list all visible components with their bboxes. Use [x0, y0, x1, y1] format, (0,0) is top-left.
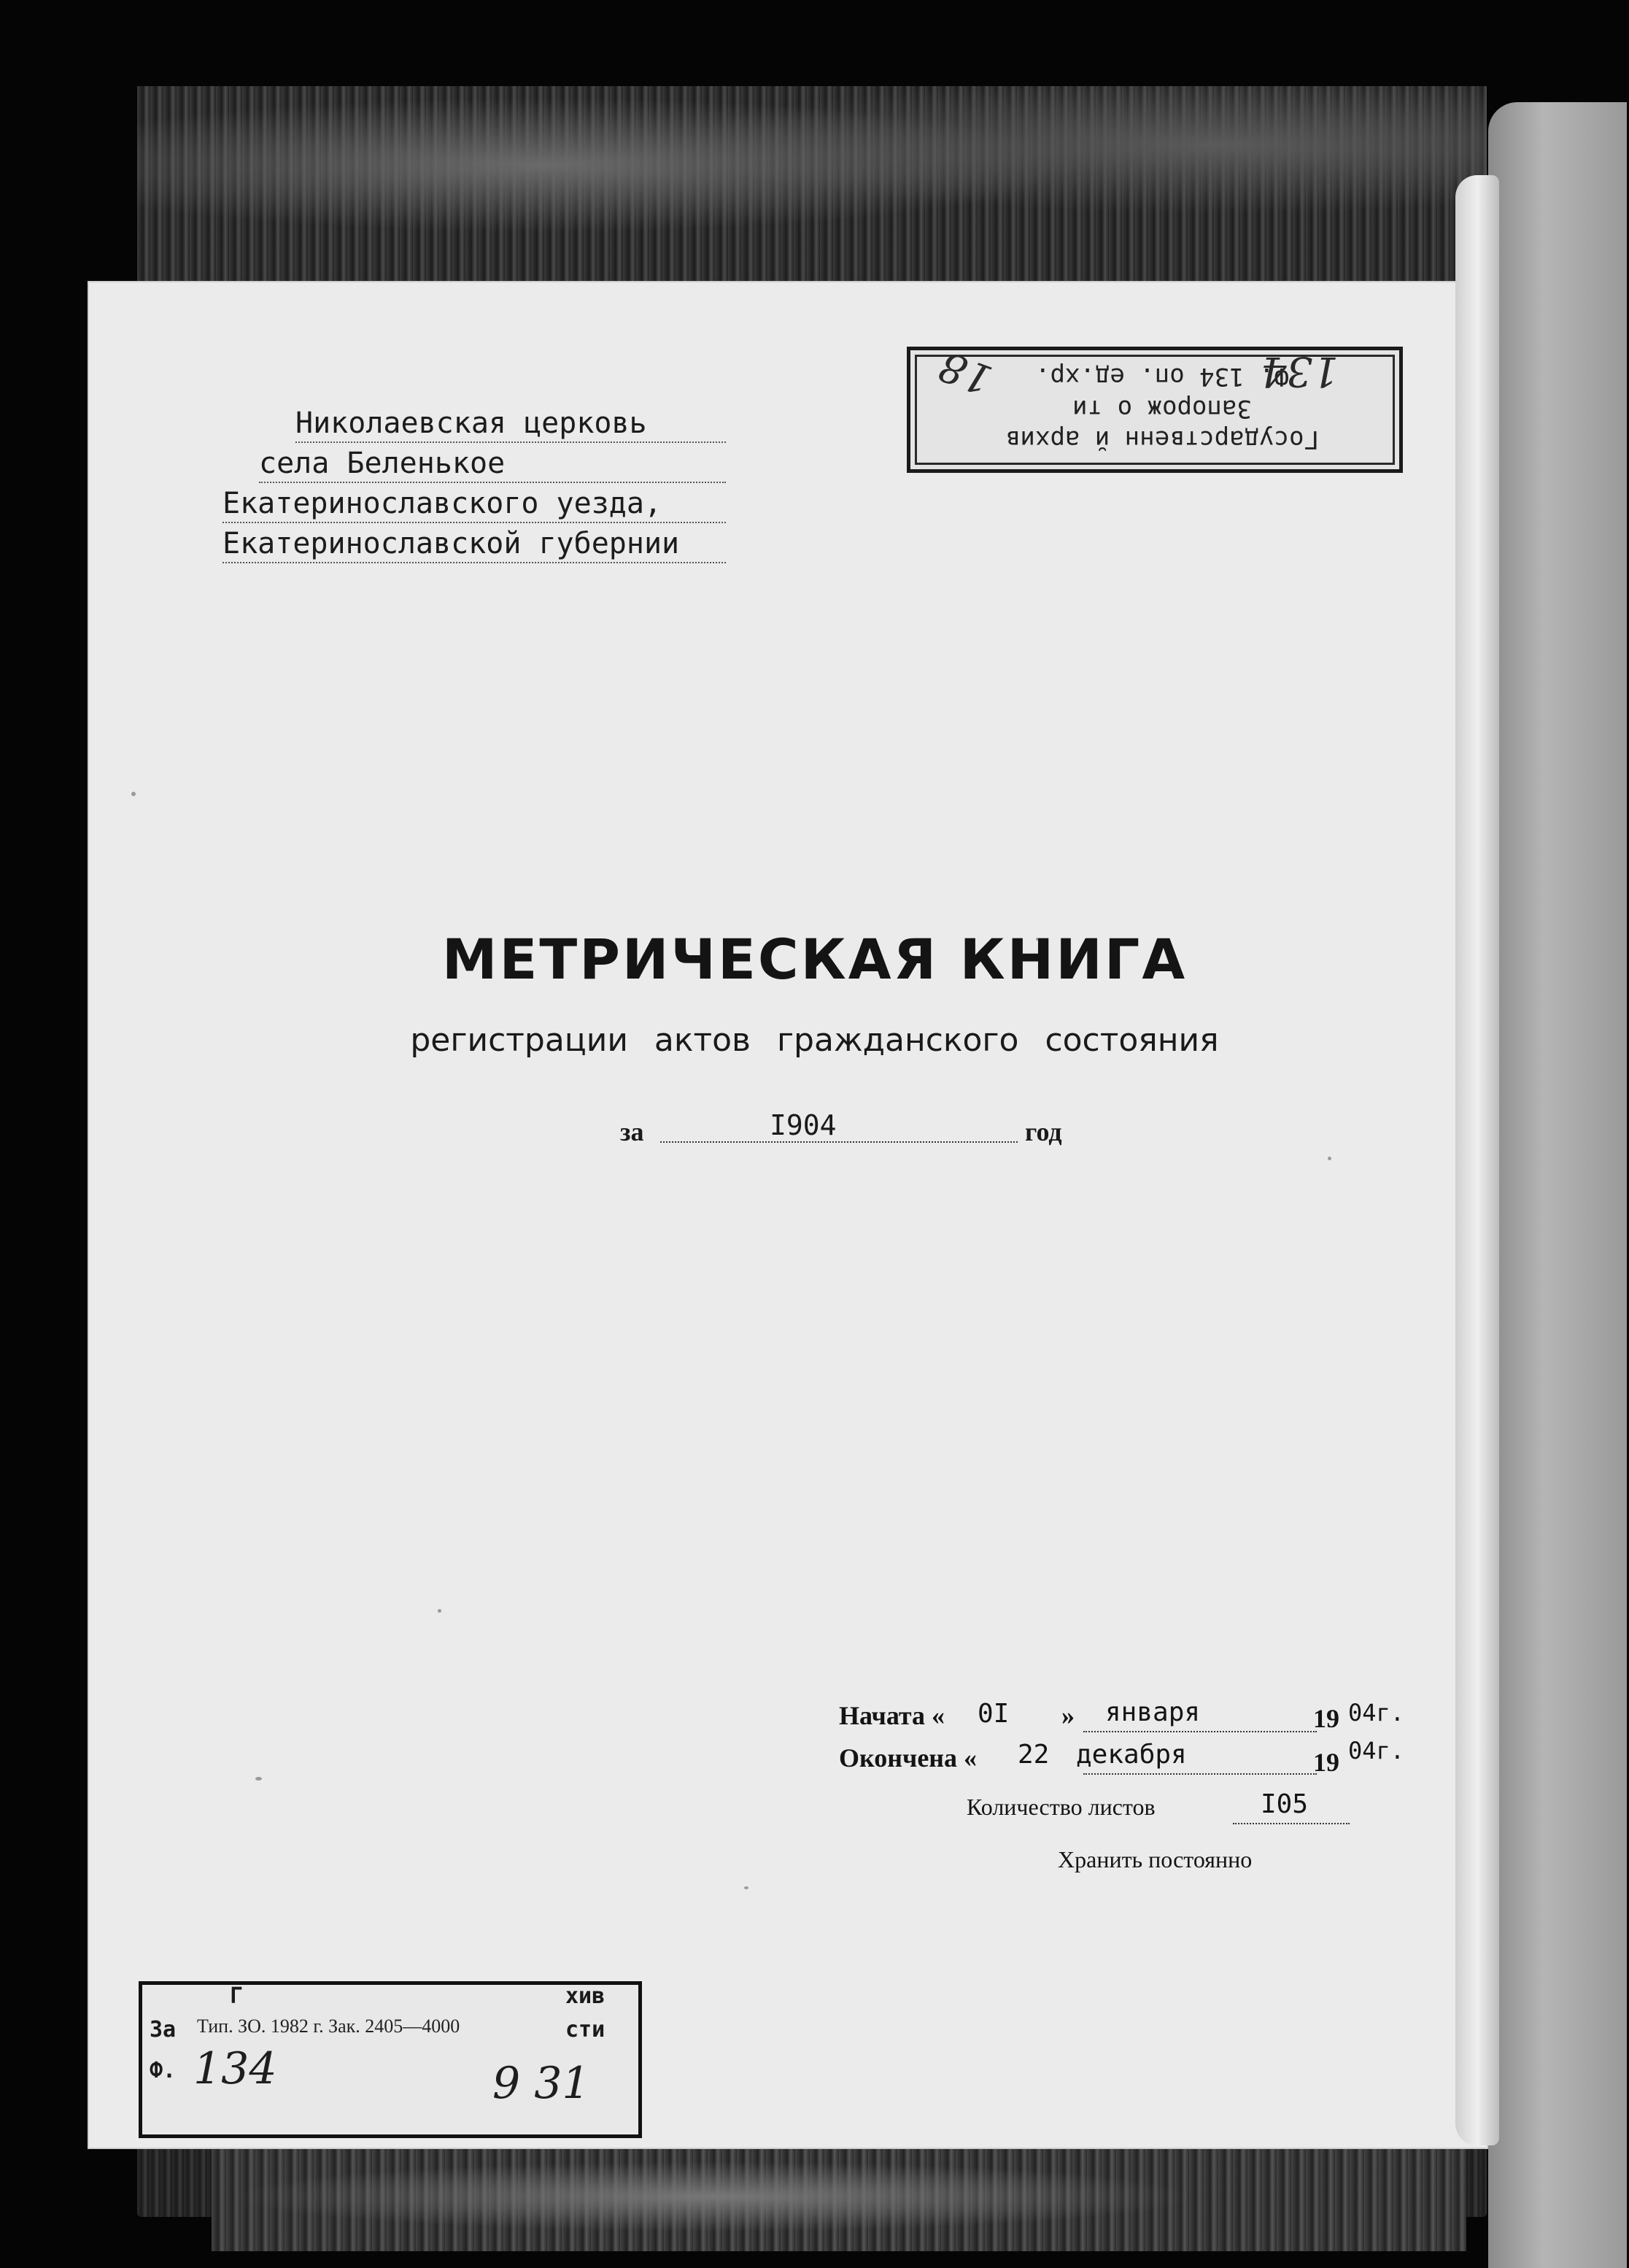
year-underline	[660, 1141, 1018, 1143]
binder-spine	[1488, 102, 1627, 2268]
retention-label: Хранить постоянно	[1058, 1846, 1253, 1872]
year-value: I904	[770, 1109, 837, 1141]
ended-day: 22	[1018, 1740, 1050, 1770]
parish-name: Николаевская церковь	[295, 405, 726, 443]
started-year-suffix: 04г.	[1348, 1699, 1405, 1727]
started-day: 0I	[978, 1699, 1010, 1729]
archive-stamp-opis: 18	[933, 341, 999, 404]
archive-stamp-line2: Запорож о ти	[1072, 394, 1252, 423]
binder-top-edge	[137, 86, 1487, 283]
archive-stamp-line3: Ф. 134 оп. ед.хр.	[1035, 362, 1289, 391]
started-close: »	[1061, 1701, 1075, 1730]
ended-month-underline	[1083, 1773, 1317, 1775]
started-month: января	[1105, 1697, 1201, 1727]
ended-label: Окончена «	[839, 1743, 978, 1773]
started-label: Начата «	[839, 1701, 945, 1730]
year-suffix: год	[1025, 1117, 1062, 1146]
archive-stamp-fond: 134	[1261, 347, 1339, 395]
printer-imprint: Тип. ЗО. 1982 г. Зак. 2405—4000	[197, 2016, 460, 2037]
parish-village: села Беленькое	[259, 445, 726, 483]
started-month-underline	[1083, 1731, 1317, 1732]
year-row	[620, 1109, 1094, 1153]
stamp-bottom-opis: 9 31	[492, 2058, 590, 2109]
archive-stamp-line1: Государственн й архив	[1005, 425, 1319, 454]
parish-province: Екатеринославской губернии	[223, 525, 726, 563]
stamp-bottom-frag2: хив	[565, 1983, 605, 2009]
document-title: МЕТРИЧЕСКАЯ КНИГА	[441, 927, 1188, 992]
stamp-bottom-frag3: За	[150, 2017, 177, 2043]
ended-year-suffix: 04г.	[1348, 1737, 1405, 1764]
sheets-underline	[1233, 1823, 1350, 1824]
archive-stamp-top	[907, 341, 1403, 473]
ended-month: декабря	[1076, 1740, 1187, 1770]
page-bent-edge	[1455, 175, 1499, 2145]
binder-bottom-edge	[212, 2142, 1466, 2251]
sheets-value: I05	[1261, 1789, 1309, 1819]
stamp-bottom-frag4: сти	[565, 2017, 605, 2043]
started-year-prefix: 19	[1313, 1704, 1339, 1733]
document-subtitle: регистрации актов гражданского состояния	[410, 1022, 1219, 1059]
sheets-label: Количество листов	[967, 1794, 1156, 1820]
stamp-bottom-fond: 134	[193, 2043, 277, 2094]
ended-year-prefix: 19	[1313, 1748, 1339, 1777]
stamp-bottom-frag1: Г	[230, 1983, 244, 2009]
year-prefix: за	[620, 1117, 644, 1146]
archive-stamp-bottom	[139, 1981, 642, 2138]
parish-district: Екатеринославского уезда,	[223, 485, 726, 523]
stamp-bottom-frag5: Ф.	[150, 2058, 177, 2083]
